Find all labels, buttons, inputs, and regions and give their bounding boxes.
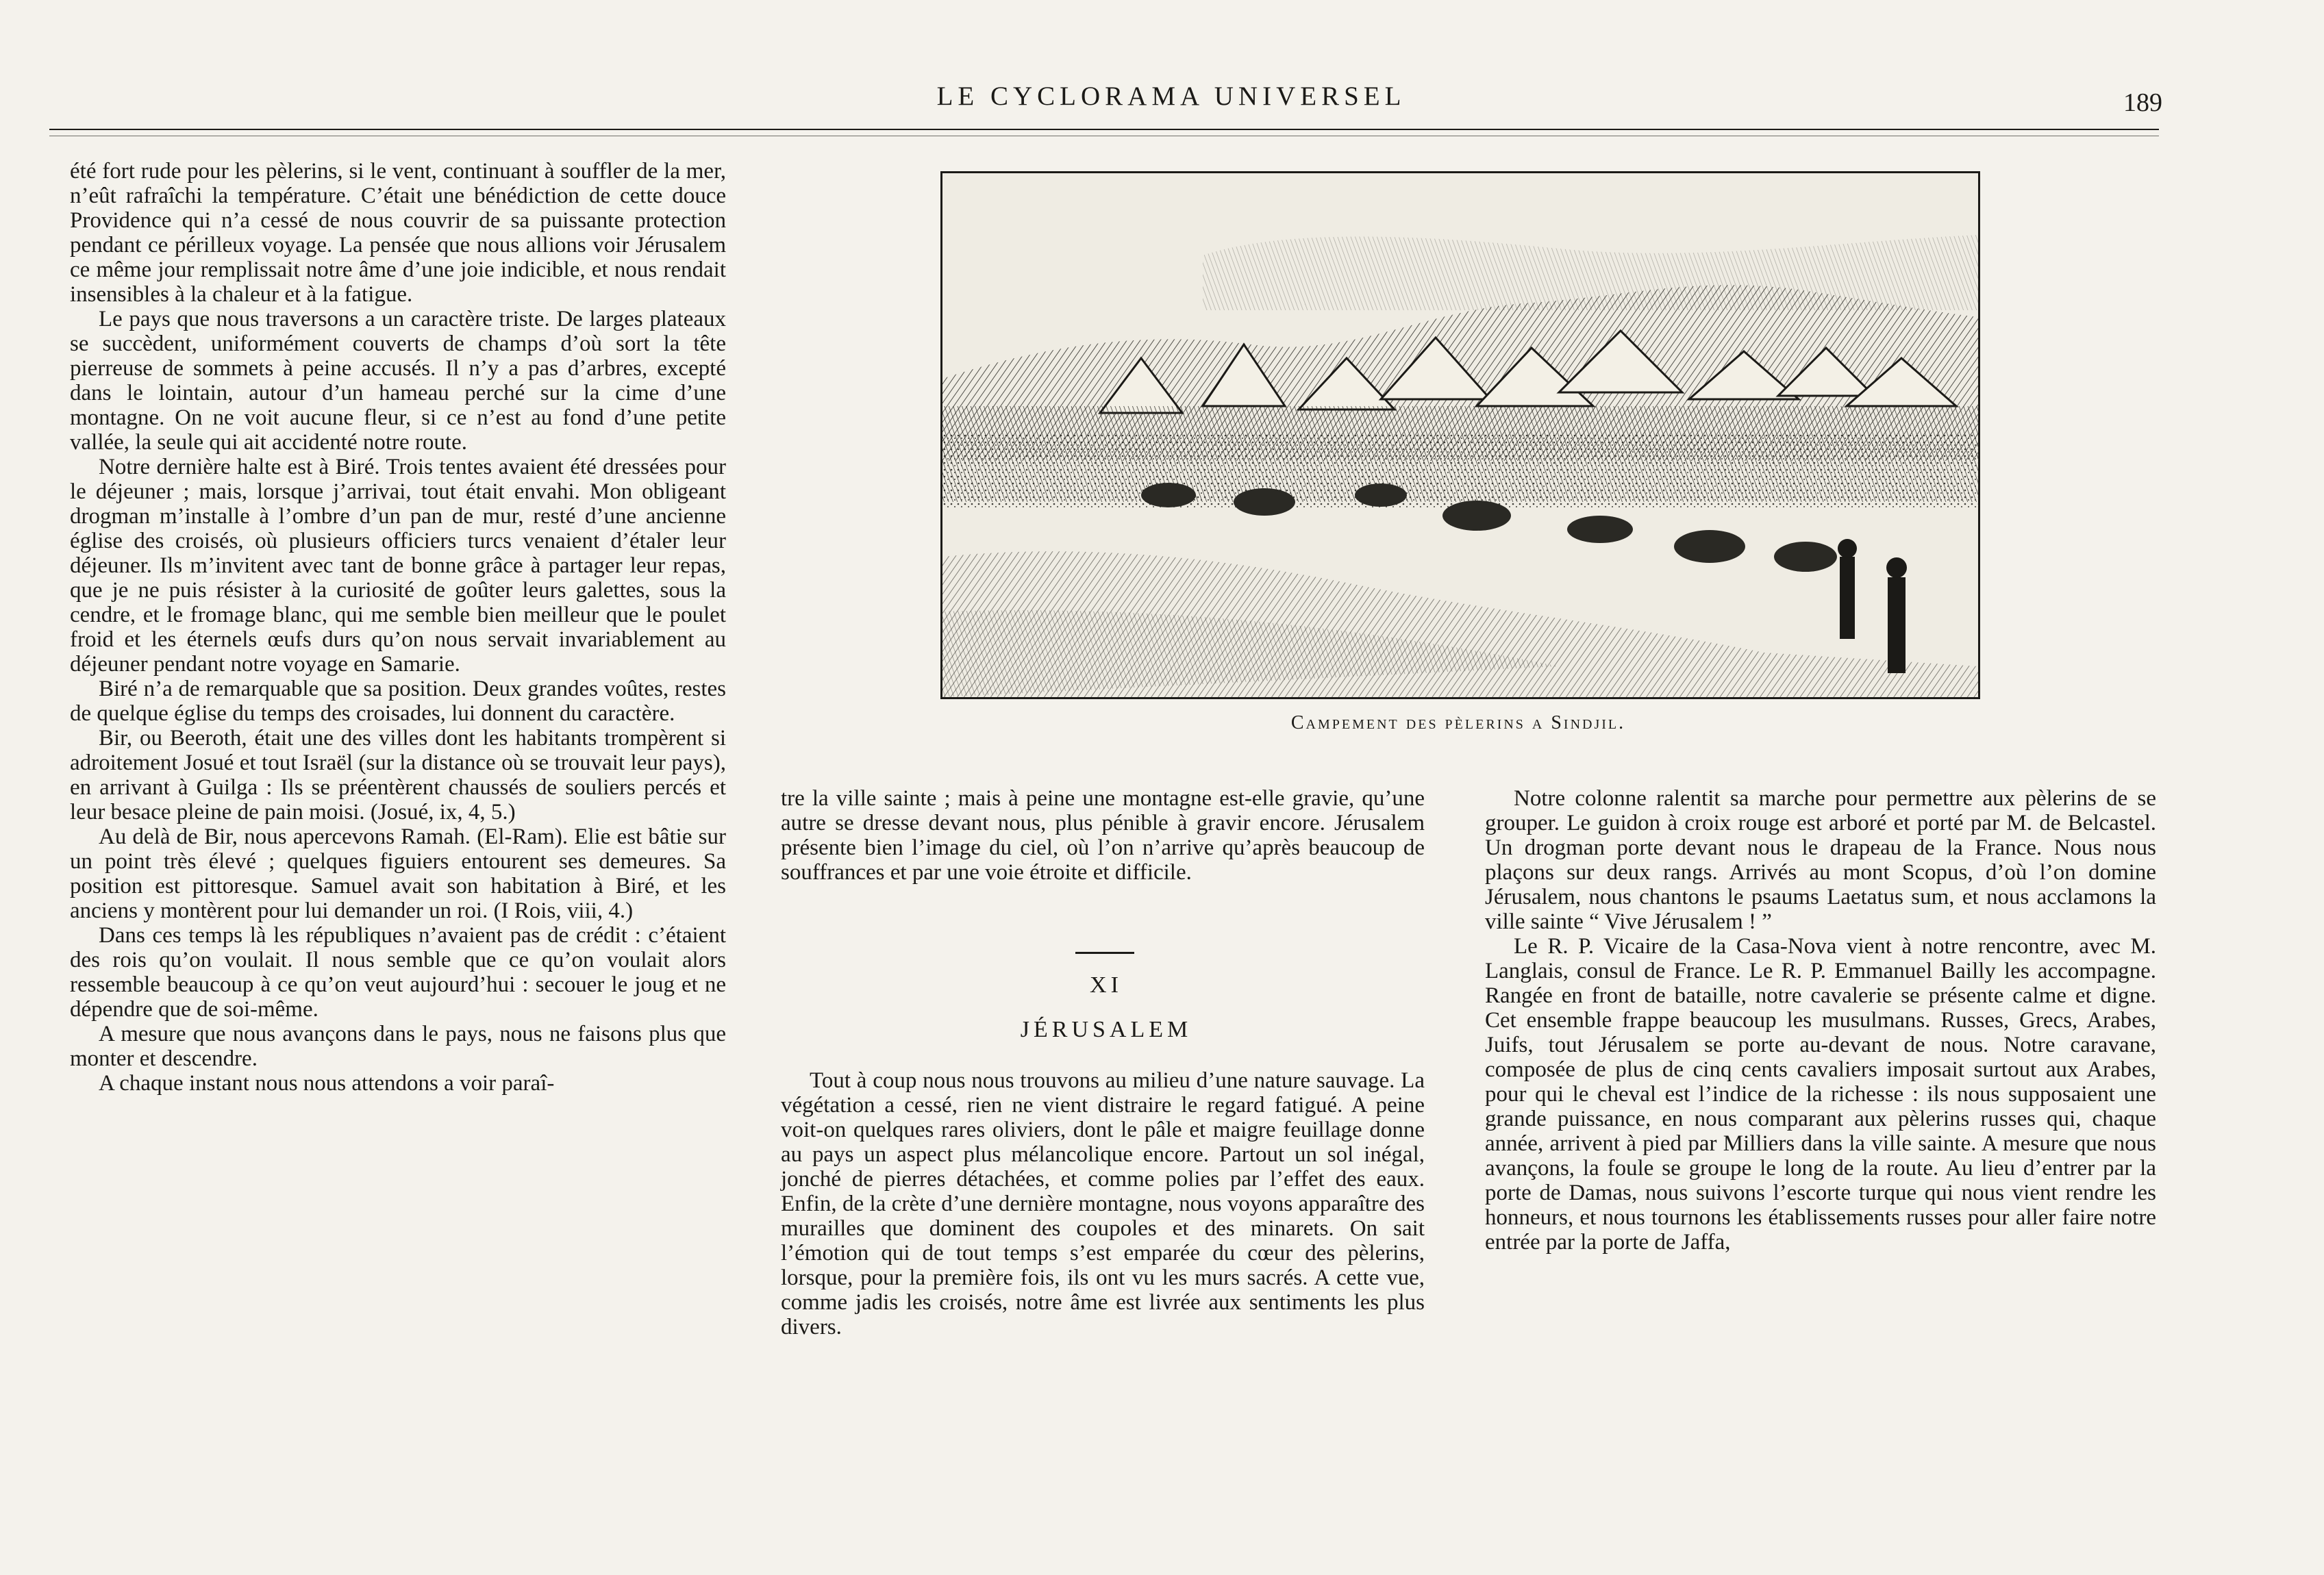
section-title: JÉRUSALEM [1020, 1017, 1192, 1042]
section-number: XI [1090, 972, 1123, 998]
column-right [1485, 786, 2156, 1255]
paragraph: Notre colonne ralentit sa marche pour permettre aux pèlerins de se grouper. Le guidon à croix rouge est arboré et porté par M. de Belcastel. Un drogman porte devant nous le drapeau de la France. Nous nous plaçons sur deux rangs. Arrivés au mont Scopus, d’où l’on domine Jérusalem, nous chantons le psaums Laetatus sum, et nous acclamons la ville sainte “ Vive Jérusalem ! ” [1485, 786, 2156, 934]
paragraph: Dans ces temps là les républiques n’avaient pas de crédit : c’étaient des rois qu’on voulait. Il nous semble que ce qu’on voulait alors ressemble beaucoup à ce qu’on veut aujourd’hui : secouer le joug et ne dépendre que de soi-même. [70, 923, 726, 1022]
paragraph: Notre dernière halte est à Biré. Trois tentes avaient été dressées pour le déjeuner ; mais, lorsque j’arrivai, tout était envahi. Mon obligeant drogman m’installe à l’ombre d’un pan de mur, resté d’une ancienne église des croisés, où plusieurs officiers turcs venaient d’étaler leur déjeuner. Ils m’invitent avec tant de bonne grâce à partager leur repas, que je ne puis résister à la curiosité de goûter leurs galettes, sous la cendre, et le fromage blanc, qui me semble bien meilleur que le poulet froid et les éternels œufs durs qu’on nous servait invariablement au déjeuner pendant notre voyage en Samarie. [70, 455, 726, 677]
paragraph: Au delà de Bir, nous apercevons Ramah. (El-Ram). Elie est bâtie sur un point très élevé ; quelques figuiers entourent ses demeures. Sa position est pittoresque. Samuel avait son habitation à Biré, et les anciens y montèrent pour lui demander un roi. (I Rois, viii, 4.) [70, 824, 726, 923]
paragraph: A chaque instant nous nous attendons a voir paraî- [99, 1071, 555, 1096]
paragraph: Le R. P. Vicaire de la Casa-Nova vient à notre rencontre, avec M. Langlais, consul de France. Le R. P. Emmanuel Bailly les accompagne. Rangée en front de bataille, notre cavalerie se présente calme et digne. Cet ensemble frappe beaucoup les musulmans. Russes, Grecs, Arabes, Juifs, tout Jérusalem se porte au-devant de nous. Notre caravane, composée de plus de cinq cents cavaliers imposait surtout aux Arabes, pour qui le cheval est l’indice de la richesse : ils nous supposaient une grande puissance, en nous comparant aux pèlerins russes qui, chaque année, arrivent à pied par Milliers dans la ville sainte. A mesure que nous avançons, la foule se groupe le long de la route. Au lieu d’entrer par la porte de Damas, nous suivons l’escorte turque qui nous vient rendre les honneurs, et nous tournons les établissements russes pour aller faire notre entrée par la porte de Jaffa, [1485, 934, 2156, 1255]
paragraph: Le pays que nous traversons a un caractère triste. De larges plateaux se succèdent, uniformément couverts de champs d’où sort la tête pierreuse de sommets à peine accusés. Il n’y a pas d’arbres, excepté dans le lointain, autour d’un hameau perché sur la cime d’une montagne. On ne voit aucune fleur, si ce n’est au fond d’une petite vallée, la seule qui ait accidenté notre route. [70, 307, 726, 455]
column-middle-top [781, 786, 1425, 885]
engraving-figure [940, 171, 1980, 699]
column-middle-bottom [781, 1068, 1425, 1339]
paragraph: A mesure que nous avançons dans le pays, nous ne faisons plus que monter et descendre. [70, 1022, 726, 1071]
paragraph: été fort rude pour les pèlerins, si le vent, continuant à souffler de la mer, n’eût rafraîchi la température. C’était une bénédiction de cette douce Providence qui n’a cessé de nous couvrir de sa puissante protection pendant ce périlleux voyage. La pensée que nous allions voir Jérusalem ce même jour remplissait notre âme d’une joie indicible, et nous rendait insensibles à la chaleur et à la fatigue. [70, 159, 726, 307]
paragraph: Bir, ou Beeroth, était une des villes dont les habitants trompèrent si adroitement Josué et tout Israël (sur la distance où se trouvait leur pays), en arrivant à Guilga : Ils se préentèrent chaussés de souliers percés et leur besace pleine de pain moisi. (Josué, ix, 4, 5.) [70, 726, 726, 824]
paragraph: Tout à coup nous nous trouvons au milieu d’une nature sauvage. La végétation a cessé, rien ne vient distraire le regard fatigué. A peine voit-on quelques rares oliviers, dont le pâle et maigre feuillage donne au pays un aspect plus mélancolique encore. Partout un sol inégal, jonché de pierres détachées, et comme polies par l’effet des eaux. Enfin, de la crète d’une dernière montagne, nous voyons apparaître des murailles que dominent des coupoles et des minarets. On sait l’émotion qui de tout temps s’est emparée du cœur des pèlerins, lorsque, pour la première fois, ils ont vu les murs sacrés. A cette vue, comme jadis les croisés, notre âme est livrée aux sentiments les plus divers. [781, 1068, 1425, 1339]
paragraph: Biré n’a de remarquable que sa position. Deux grandes voûtes, restes de quelque église du temps des croisades, lui donnent du caractère. [70, 677, 726, 726]
camp-engraving-illustration [942, 173, 1978, 697]
figure-caption: Campement des pèlerins a Sindjil. [1290, 712, 1626, 733]
header-rule [49, 129, 2159, 130]
section-divider [1075, 952, 1134, 954]
page-number: 189 [2123, 88, 2162, 117]
column-left [70, 159, 726, 1096]
paragraph: tre la ville sainte ; mais à peine une montagne est-elle gravie, qu’une autre se dresse devant nous, plus pénible à gravir encore. Jérusalem présente bien l’image du ciel, où l’on n’arrive qu’après beaucoup de souffrances et par une voie étroite et difficile. [781, 786, 1425, 885]
running-title: LE CYCLORAMA UNIVERSEL [936, 81, 1406, 111]
